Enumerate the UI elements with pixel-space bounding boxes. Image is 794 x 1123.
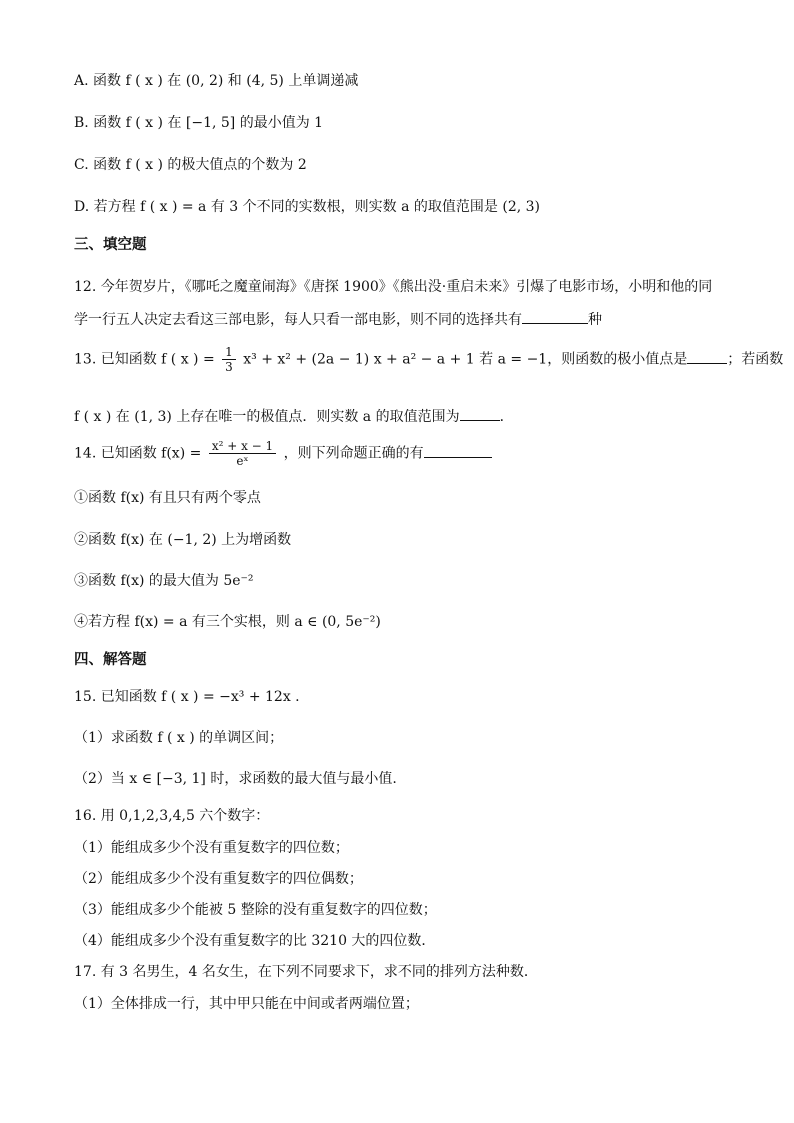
q14-item-1: ①函数 f(x) 有且只有两个零点 bbox=[74, 490, 261, 506]
q16-part-4: （4）能组成多少个没有重复数字的比 3210 大的四位数． bbox=[74, 933, 436, 949]
q12-line2 bbox=[74, 311, 602, 327]
q14-item-3: ③函数 f(x) 的最大值为 5e⁻² bbox=[74, 573, 254, 589]
q14-item-2: ②函数 f(x) 在 (−1, 2) 上为增函数 bbox=[74, 532, 292, 548]
q13-expression-tail: ；若函数 bbox=[727, 351, 784, 368]
q13-line2-end: ． bbox=[499, 409, 514, 425]
option-d: D. 若方程 f ( x ) = a 有 3 个不同的实数根，则实数 a 的取值范围是 (2, 3) bbox=[74, 199, 540, 215]
option-c: C. 函数 f ( x ) 的极大值点的个数为 2 bbox=[74, 157, 307, 173]
q16-part-1: （1）能组成多少个没有重复数字的四位数； bbox=[74, 840, 349, 856]
q12-unit: 种 bbox=[588, 312, 602, 328]
q12-text: 学一行五人决定去看这三部电影，每人只看一部电影，则不同的选择共有 bbox=[74, 312, 522, 328]
q17-part-1: （1）全体排成一行，其中甲只能在中间或者两端位置； bbox=[74, 996, 419, 1012]
q13-prefix: 13. 已知函数 f ( x ) = bbox=[74, 351, 215, 368]
q13-frac-num: 1 bbox=[222, 346, 236, 360]
q14-answer-blank[interactable] bbox=[424, 445, 492, 458]
q12-line1: 12. 今年贺岁片，《哪吒之魔童闹海》《唐探 1900》《熊出没·重启未来》引爆了电影市场，小明和他的同 bbox=[74, 279, 713, 295]
q14-frac-den: eˣ bbox=[236, 454, 249, 468]
q15-part-2: （2）当 x ∈ [−3, 1] 时，求函数的最大值与最小值. bbox=[74, 771, 397, 787]
q14-prefix: 14. 已知函数 f(x) = bbox=[74, 445, 202, 462]
q12-answer-blank[interactable] bbox=[522, 311, 588, 324]
q16-stem: 16. 用 0,1,2,3,4,5 六个数字： bbox=[74, 808, 270, 824]
q13-frac-den: 3 bbox=[225, 360, 233, 374]
q16-part-3: （3）能组成多少个能被 5 整除的没有重复数字的四位数； bbox=[74, 902, 437, 918]
section-answer: 四、解答题 bbox=[74, 652, 147, 668]
q13-line2 bbox=[74, 408, 514, 424]
q14-stem bbox=[74, 440, 492, 467]
q13-answer-blank-2[interactable] bbox=[460, 408, 500, 421]
q13-line2-text: f ( x ) 在 (1, 3) 上存在唯一的极值点．则实数 a 的取值范围为 bbox=[74, 409, 460, 425]
q15-stem: 15. 已知函数 f ( x ) = −x³ + 12x . bbox=[74, 689, 300, 705]
q17-stem: 17. 有 3 名男生，4 名女生，在下列不同要求下，求不同的排列方法种数． bbox=[74, 964, 538, 980]
q13-expression: x³ + x² + (2a − 1) x + a² − a + 1 若 a = −1，则函数的极小值点是 bbox=[243, 351, 688, 368]
option-a: A. 函数 f ( x ) 在 (0, 2) 和 (4, 5) 上单调递减 bbox=[74, 73, 359, 89]
q14-frac-num: x² + x − 1 bbox=[209, 440, 276, 454]
q15-part-1: （1）求函数 f ( x ) 的单调区间； bbox=[74, 730, 284, 746]
option-b: B. 函数 f ( x ) 在 [−1, 5] 的最小值为 1 bbox=[74, 115, 324, 131]
q13-answer-blank-1[interactable] bbox=[687, 351, 727, 364]
q13-line1 bbox=[74, 346, 783, 373]
q16-part-2: （2）能组成多少个没有重复数字的四位偶数； bbox=[74, 871, 363, 887]
q14-suffix: ，则下列命题正确的有 bbox=[283, 445, 424, 462]
q14-item-4: ④若方程 f(x) = a 有三个实根，则 a ∈ (0, 5e⁻²) bbox=[74, 614, 381, 630]
section-fill-in: 三、填空题 bbox=[74, 237, 147, 253]
q14-fraction bbox=[209, 440, 276, 467]
q13-fraction bbox=[222, 346, 236, 373]
